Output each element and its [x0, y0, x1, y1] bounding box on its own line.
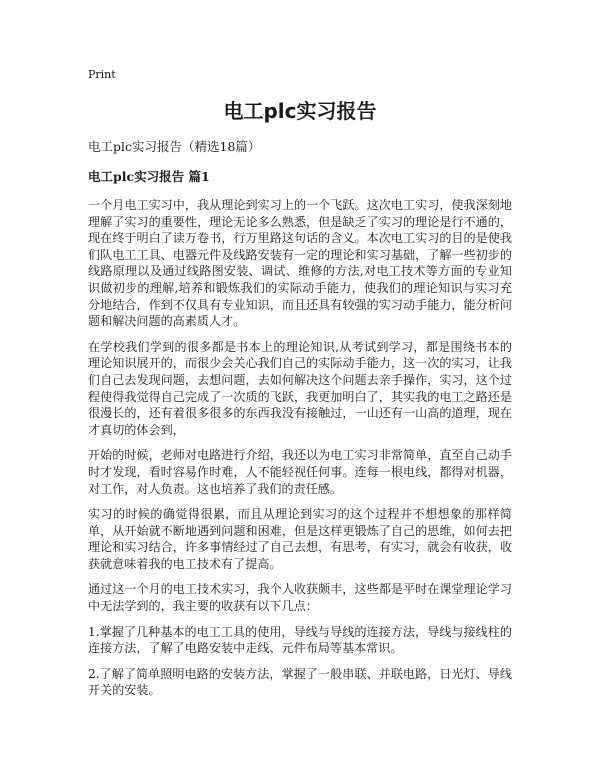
print-label: Print — [88, 68, 116, 81]
document-title: 电工plc实习报告 — [223, 99, 377, 123]
paragraph-6: 1.掌握了几种基本的电工工具的使用，导线与导线的连接方法，导线与接线柱的连接方法，了解了电路安装中走线、元件布局等基本常识。 — [88, 624, 512, 656]
paragraph-4: 实习的时候的确觉得很累，而且从理论到实习的这个过程并不想想象的那样简单，从开始就不断地遇到问题和困难，但是这样更锻炼了自己的思维，如何去把理论和实习结合，许多事情经过了自己去想，有思考，有实习，就会有收获，收获就意味着我的电工技术有了提高。 — [88, 507, 512, 571]
paragraph-2: 在学校我们学到的很多都是书本上的理论知识,从考试到学习，都是围绕书本的理论知识展开的，而很少会关心我们自己的实际动手能力，这一次的实习，让我们自己去发现问题，去想问题，去如何解决这个问题去亲手操作，实习，这个过程使得我觉得自己完成了一次质的飞跃，我更加明白了，其实我的电工之路还是很漫长的，还有着很多很多的东西我没有接触过，一山还有一山高的道理，现在才真切的体会到， — [88, 339, 512, 437]
paragraph-7: 2.了解了简单照明电路的安装方法，掌握了一般串联、并联电路，日光灯、导线开关的安装。 — [88, 666, 512, 698]
paragraph-5: 通过这一个月的电工技术实习，我个人收获颇丰，这些都是平时在课堂理论学习中无法学到的，我主要的收获有以下几点： — [88, 582, 512, 614]
document-subtitle: 电工plc实习报告（精选18篇） — [88, 139, 261, 154]
paragraph-3: 开始的时候，老师对电路进行介绍，我还以为电工实习非常简单，直至自己动手时才发现，看时容易作时难，人不能轻视任何事。连每一根电线，都得对机器，对工作，对人负责。这也培养了我们的责任感。 — [88, 448, 512, 496]
section-heading: 电工plc实习报告 篇1 — [88, 169, 210, 184]
paragraph-1: 一个月电工实习中，我从理论到实习上的一个飞跃。这次电工实习，使我深刻地理解了实习的重要性，理论无论多么熟悉，但是缺乏了实习的理论是行不通的，现在终于明白了读万卷书，行万里路这句话的含义。本次电工实习的目的是使我们队电工工具、电器元件及线路安装有一定的理论和实习基础，了解一些初步的线路原理以及通过线路图安装、调试、维修的方法,对电工技术等方面的专业知识做初步的理解,培养和锻炼我们的实际动手能力，使我们的理论知识与实习充分地结合，作到不仅具有专业知识，而且还具有较强的实习动手能力，能分析问题和解决问题的高素质人才。 — [88, 198, 512, 329]
